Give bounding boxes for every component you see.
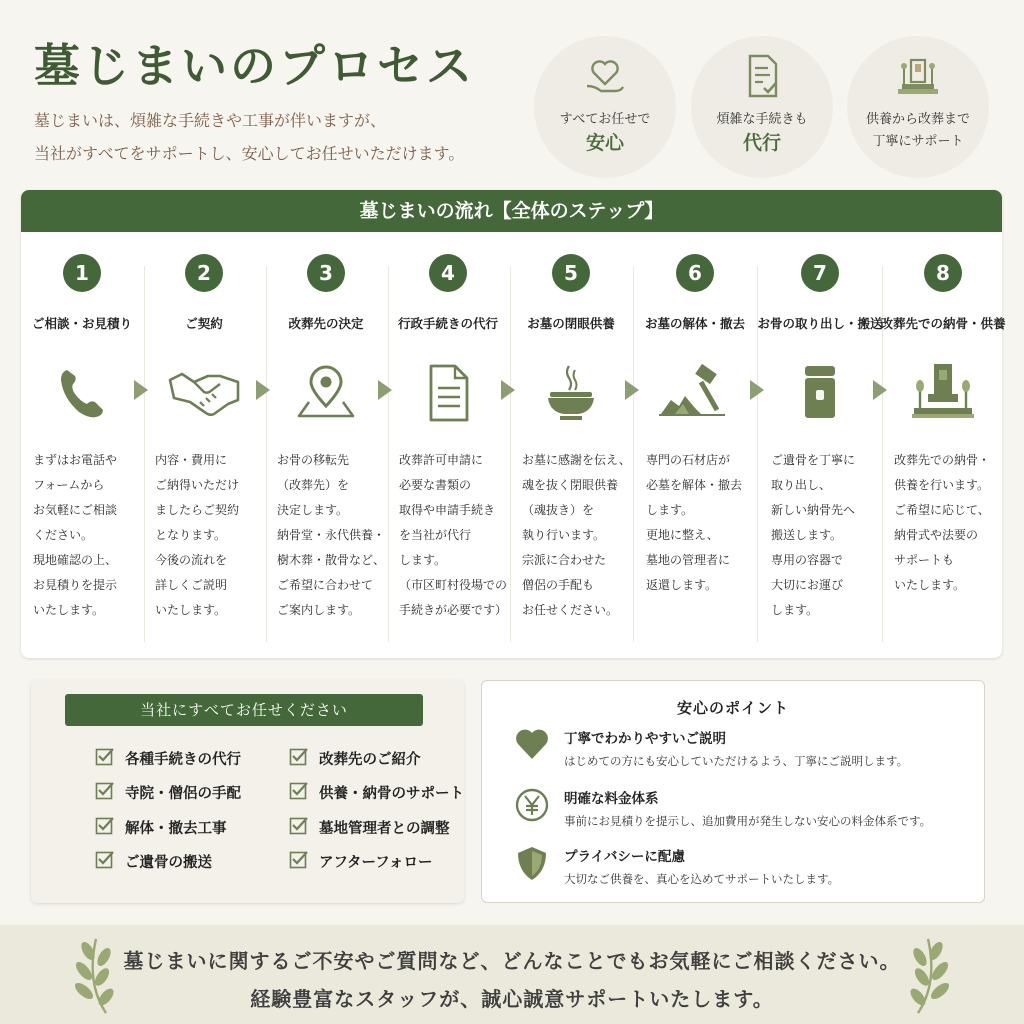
step-number: 2 bbox=[185, 254, 223, 292]
flow-title: 墓じまいの流れ【全体のステップ】 bbox=[21, 190, 1002, 232]
document-check-icon bbox=[736, 50, 788, 102]
service-item: 寺院・僧侶の手配 bbox=[125, 782, 241, 803]
step-5 bbox=[510, 232, 632, 652]
badge-line1: 供養から改葬まで bbox=[865, 112, 970, 127]
yen-icon bbox=[514, 787, 550, 823]
step-description: 改葬先での納骨・ 供養を行います。 ご希望に応じて、 納骨式や法要の サポートも いたします。 bbox=[894, 453, 991, 592]
step-2 bbox=[143, 232, 265, 652]
step-3 bbox=[265, 232, 387, 652]
subtitle-line: 当社がすべてをサポートし、安心してお任せいただけます。 bbox=[34, 144, 465, 163]
point-title: 明確な料金体系 bbox=[564, 791, 659, 807]
incense-bowl-icon bbox=[536, 358, 606, 428]
badge-line1: 煩雑な手続きも bbox=[716, 112, 808, 127]
shield-icon bbox=[514, 845, 550, 883]
step-description: お骨の移転先 （改葬先）を 決定します。 納骨堂・永代供養・ 樹木葬・散骨など、 ご希望に合わせて ご案内します。 bbox=[277, 453, 386, 617]
checkbox-check-icon bbox=[289, 747, 309, 767]
badge-line2: 安心 bbox=[585, 132, 624, 154]
step-description: 内容・費用に ご納得いただけ ましたらご契約 となります。 今後の流れを 詳しくご説明 いたします。 bbox=[155, 453, 240, 617]
step-description: まずはお電話や フォームから お気軽にご相談 ください。 現地確認の上、 お見積りを提示 いたします。 bbox=[33, 453, 118, 617]
step-title: 改葬先での納骨・供養 bbox=[880, 316, 1006, 331]
point-desc: 大切なご供養を、真心を込めてサポートいたします。 bbox=[564, 872, 840, 886]
page-subtitle bbox=[34, 104, 464, 170]
step-title: ご契約 bbox=[185, 316, 223, 331]
step-number: 6 bbox=[676, 254, 714, 292]
badge-line2: 丁寧にサポート bbox=[872, 134, 964, 149]
step-title: 行政手続きの代行 bbox=[397, 316, 498, 331]
page-title: 墓じまいのプロセス bbox=[34, 39, 475, 93]
step-7 bbox=[759, 232, 881, 652]
service-item: 供養・納骨のサポート bbox=[319, 782, 464, 803]
point-title: 丁寧でわかりやすいご説明 bbox=[564, 731, 726, 747]
step-8 bbox=[882, 232, 1004, 652]
badge-anshin bbox=[534, 36, 676, 178]
point-item bbox=[512, 787, 972, 837]
step-title: お墓の解体・撤去 bbox=[644, 316, 745, 331]
step-description: ご遺骨を丁寧に 取り出し、 新しい納骨先へ 搬送します。 専用の容器で 大切にお運び します。 bbox=[771, 453, 856, 617]
checkbox-check-icon bbox=[289, 781, 309, 801]
step-number: 5 bbox=[552, 254, 590, 292]
step-6 bbox=[634, 232, 756, 652]
step-number: 4 bbox=[429, 254, 467, 292]
service-item: 墓地管理者との調整 bbox=[319, 817, 450, 838]
points-panel bbox=[481, 680, 985, 903]
urn-icon bbox=[785, 358, 855, 428]
point-title: プライバシーに配慮 bbox=[564, 849, 685, 865]
step-number: 1 bbox=[63, 254, 101, 292]
point-item bbox=[512, 845, 972, 895]
checkbox-check-icon bbox=[95, 781, 115, 801]
badge-daiko bbox=[691, 36, 833, 178]
checkbox-check-icon bbox=[95, 850, 115, 870]
point-desc: はじめての方にも安心していただけるよう、丁寧にご説明します。 bbox=[564, 754, 909, 768]
flow-steps bbox=[21, 232, 1006, 658]
checkbox-check-icon bbox=[289, 816, 309, 836]
service-item: 各種手続きの代行 bbox=[125, 748, 241, 769]
service-item: ご遺骨の搬送 bbox=[125, 851, 212, 872]
step-title: 改葬先の決定 bbox=[288, 316, 364, 331]
point-item bbox=[512, 727, 972, 777]
memorial-altar-icon bbox=[908, 358, 978, 428]
points-title: 安心のポイント bbox=[676, 699, 789, 717]
step-1 bbox=[21, 232, 143, 652]
footer-line1: 墓じまいに関するご不安やご質問など、どんなことでもお気軽にご相談ください。 bbox=[123, 949, 901, 973]
laurel-right-icon bbox=[902, 933, 958, 1017]
step-description: 改葬許可申請に 必要な書類の 取得や申請手続き を当社が代行 します。 （市区町村役場での 手続きが必要です） bbox=[399, 453, 508, 617]
services-panel bbox=[31, 680, 464, 903]
point-desc: 事前にお見積りを提示し、追加費用が発生しない安心の料金体系です。 bbox=[564, 814, 932, 828]
map-pin-icon bbox=[291, 358, 361, 428]
footer-banner bbox=[0, 925, 1024, 1024]
service-item: 改葬先のご紹介 bbox=[319, 748, 421, 769]
step-description: 専門の石材店が 必墓を解体・撤去 します。 更地に整え、 墓地の管理者に 返還します。 bbox=[646, 453, 743, 592]
step-description: お墓に感謝を伝え、 魂を抜く閉眼供養 （魂抜き）を 執り行います。 宗派に合わせた 僧侶の手配も お任せください。 bbox=[522, 453, 631, 617]
step-title: ご相談・お見積り bbox=[31, 316, 132, 331]
services-title: 当社にすべてお任せください bbox=[65, 694, 423, 726]
document-icon bbox=[413, 358, 483, 428]
step-title: お墓の閉眼供養 bbox=[527, 316, 615, 331]
step-number: 7 bbox=[801, 254, 839, 292]
checkbox-check-icon bbox=[289, 850, 309, 870]
step-4 bbox=[387, 232, 509, 652]
checkbox-check-icon bbox=[95, 816, 115, 836]
service-item: 解体・撤去工事 bbox=[125, 817, 227, 838]
checkbox-check-icon bbox=[95, 747, 115, 767]
step-title: お骨の取り出し・搬送 bbox=[757, 316, 883, 331]
heart-icon bbox=[514, 727, 550, 761]
heart-hand-icon bbox=[579, 50, 631, 102]
step-number: 8 bbox=[924, 254, 962, 292]
altar-icon bbox=[892, 50, 944, 102]
service-item: アフターフォロー bbox=[319, 851, 433, 872]
badge-line2: 代行 bbox=[742, 132, 781, 154]
hammer-rubble-icon bbox=[655, 358, 735, 428]
footer-line2: 経験豊富なスタッフが、誠心誠意サポートいたします。 bbox=[250, 987, 774, 1011]
step-number: 3 bbox=[307, 254, 345, 292]
phone-icon bbox=[47, 358, 117, 428]
handshake-icon bbox=[164, 358, 244, 428]
badge-line1: すべてお任せで bbox=[559, 112, 651, 127]
subtitle-line: 墓じまいは、煩雑な手続きや工事が伴いますが、 bbox=[34, 111, 387, 130]
badge-support bbox=[847, 36, 989, 178]
flow-panel bbox=[21, 190, 1006, 658]
